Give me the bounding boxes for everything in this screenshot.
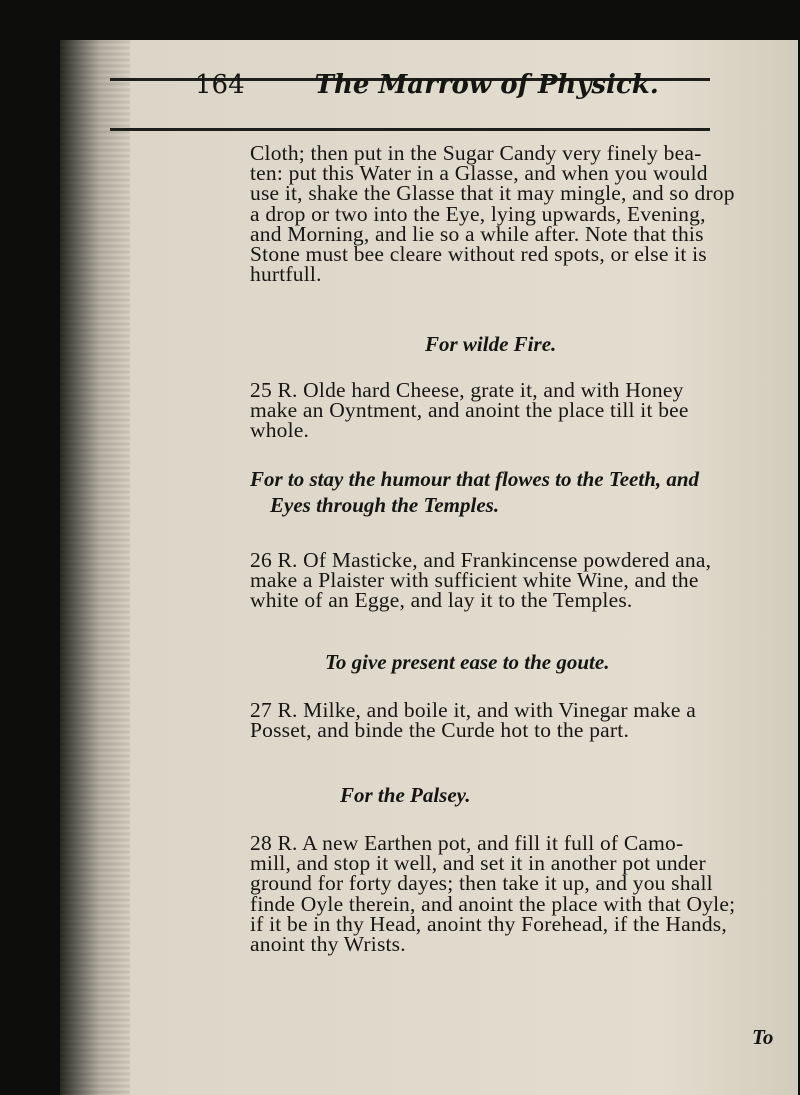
section-heading-wilde-fire: For wilde Fire.	[425, 332, 557, 356]
text-line: hurtfull.	[250, 262, 322, 287]
text-line: if it be in thy Head, anoint thy Forehead, if the Hands,	[250, 911, 727, 936]
text-line: ground for forty dayes; then take it up, and you shall	[250, 871, 713, 896]
page-header	[195, 70, 755, 110]
text-line: mill, and stop it well, and set it in another pot under	[250, 851, 706, 876]
text-line: 28 R. A new Earthen pot, and fill it full of Camo-	[250, 831, 684, 855]
text-line: ten: put this Water in a Glasse, and when you would	[250, 161, 708, 186]
text-line: Posset, and binde the Curde hot to the part.	[250, 718, 630, 743]
text-line: Stone must bee cleare without red spots, or else it is	[250, 242, 707, 267]
text-line: finde Oyle therein, and anoint the place with that Oyle;	[250, 891, 736, 916]
text-line: use it, shake the Glasse that it may mingle, and so drop	[250, 181, 735, 206]
page-number: 164	[195, 70, 245, 100]
catchword: To	[752, 1025, 774, 1049]
running-title: The Marrow of Physick.	[314, 70, 659, 100]
book-spine-shadow	[60, 40, 130, 1095]
text-line: make a Plaister with sufficient white Wine, and the	[250, 568, 699, 593]
passage-intro	[250, 141, 770, 287]
recipe-28	[250, 831, 770, 957]
header-rule	[110, 128, 710, 131]
text-line: make an Oyntment, and anoint the place till it bee	[250, 398, 689, 423]
text-line: 27 R. Milke, and boile it, and with Vinegar make a	[250, 698, 696, 722]
recipe-25	[250, 380, 770, 441]
text-line: Cloth; then put in the Sugar Candy very finely bea-	[250, 141, 702, 165]
recipe-26	[250, 550, 770, 611]
text-line: a drop or two into the Eye, lying upwards, Evening,	[250, 201, 706, 226]
text-line: 25 R. Olde hard Cheese, grate it, and with Honey	[250, 378, 684, 402]
text-line: whole.	[250, 418, 310, 443]
text-line: and Morning, and lie so a while after. Note that this	[250, 221, 704, 246]
text-line: white of an Egge, and lay it to the Temples.	[250, 588, 633, 613]
section-heading-teeth-eyes-line-2: Eyes through the Temples.	[270, 493, 500, 517]
text-line: anoint thy Wrists.	[250, 932, 406, 957]
text-line: 26 R. Of Masticke, and Frankincense powdered ana,	[250, 548, 712, 572]
section-heading-teeth-eyes-line-1: For to stay the humour that flowes to the Teeth, and	[250, 467, 700, 491]
recipe-27	[250, 698, 770, 743]
section-heading-palsey: For the Palsey.	[340, 783, 471, 807]
section-heading-goute: To give present ease to the goute.	[325, 650, 610, 674]
